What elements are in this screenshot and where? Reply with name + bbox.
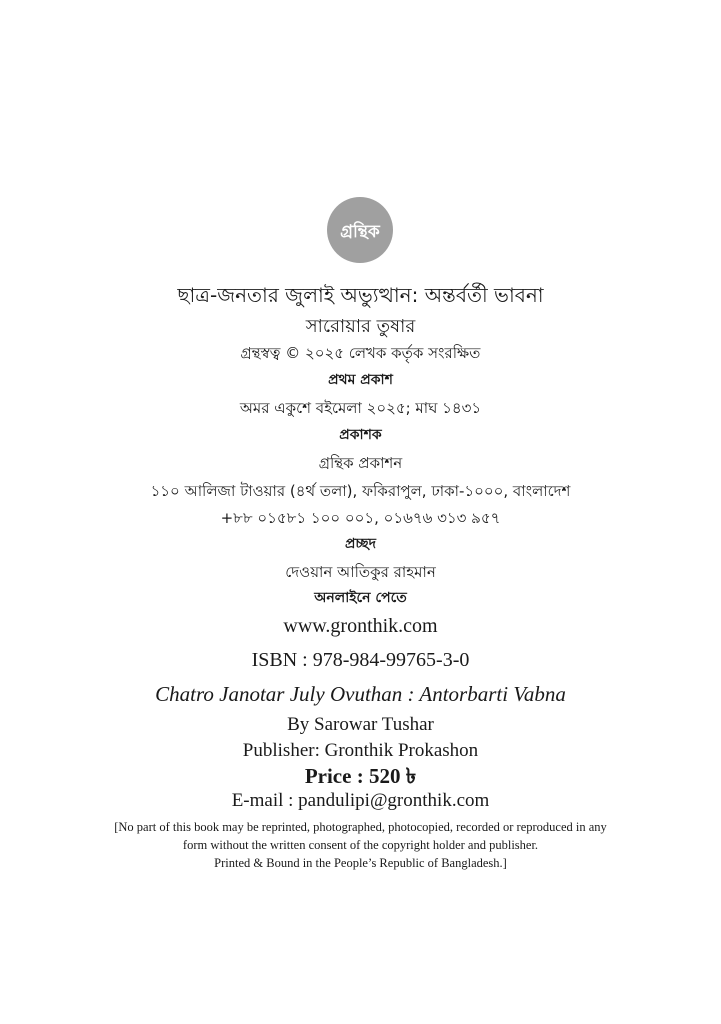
email-address[interactable]: E-mail : pandulipi@gronthik.com bbox=[231, 790, 490, 811]
isbn: ISBN : 978-984-99765-3-0 bbox=[251, 649, 470, 671]
publisher-logo-icon bbox=[326, 196, 394, 264]
bengali-book-title: ছাত্র-জনতার জুলাই অভ্যুত্থান: অন্তর্বর্তী ভাবনা bbox=[177, 283, 544, 307]
publisher-label: প্রকাশক bbox=[339, 427, 382, 443]
bengali-author: সারোয়ার তুষার bbox=[305, 316, 416, 337]
price: Price : 520 ৳ bbox=[304, 764, 417, 788]
english-author: By Sarowar Tushar bbox=[287, 714, 434, 735]
cover-label: প্রচ্ছদ bbox=[344, 536, 377, 552]
disclaimer-line-2: form without the written consent of the copyright holder and publisher. bbox=[182, 838, 539, 852]
online-label: অনলাইনে পেতে bbox=[314, 590, 407, 606]
cover-artist: দেওয়ান আতিকুর রাহমান bbox=[285, 563, 436, 581]
disclaimer-line-1: [No part of this book may be reprinted, photographed, photocopied, recorded or reproduced in any bbox=[114, 820, 607, 834]
disclaimer-line-3: Printed & Bound in the People’s Republic of Bangladesh.] bbox=[214, 856, 507, 870]
publisher-phone: +৮৮ ০১৫৮১ ১০০ ০০১, ০১৬৭৬ ৩১৩ ৯৫৭ bbox=[220, 509, 501, 527]
publisher-address: ১১০ আলিজা টাওয়ার (৪র্থ তলা), ফকিরাপুল, ঢাকা-১০০০, বাংলাদেশ bbox=[150, 482, 571, 500]
website-link[interactable]: www.gronthik.com bbox=[283, 615, 438, 637]
logo-text: গ্রন্থিক bbox=[340, 222, 380, 242]
english-publisher: Publisher: Gronthik Prokashon bbox=[242, 740, 479, 761]
first-edition-value: অমর একুশে বইমেলা ২০২৫; মাঘ ১৪৩১ bbox=[239, 399, 482, 417]
copyright-notice: গ্রন্থস্বত্ব © ২০২৫ লেখক কর্তৃক সংরক্ষিত bbox=[240, 344, 481, 362]
english-title: Chatro Janotar July Ovuthan : Antorbarti Vabna bbox=[155, 682, 566, 706]
first-edition-label: প্রথম প্রকাশ bbox=[328, 372, 393, 388]
publisher-name: গ্রন্থিক প্রকাশন bbox=[318, 454, 403, 472]
